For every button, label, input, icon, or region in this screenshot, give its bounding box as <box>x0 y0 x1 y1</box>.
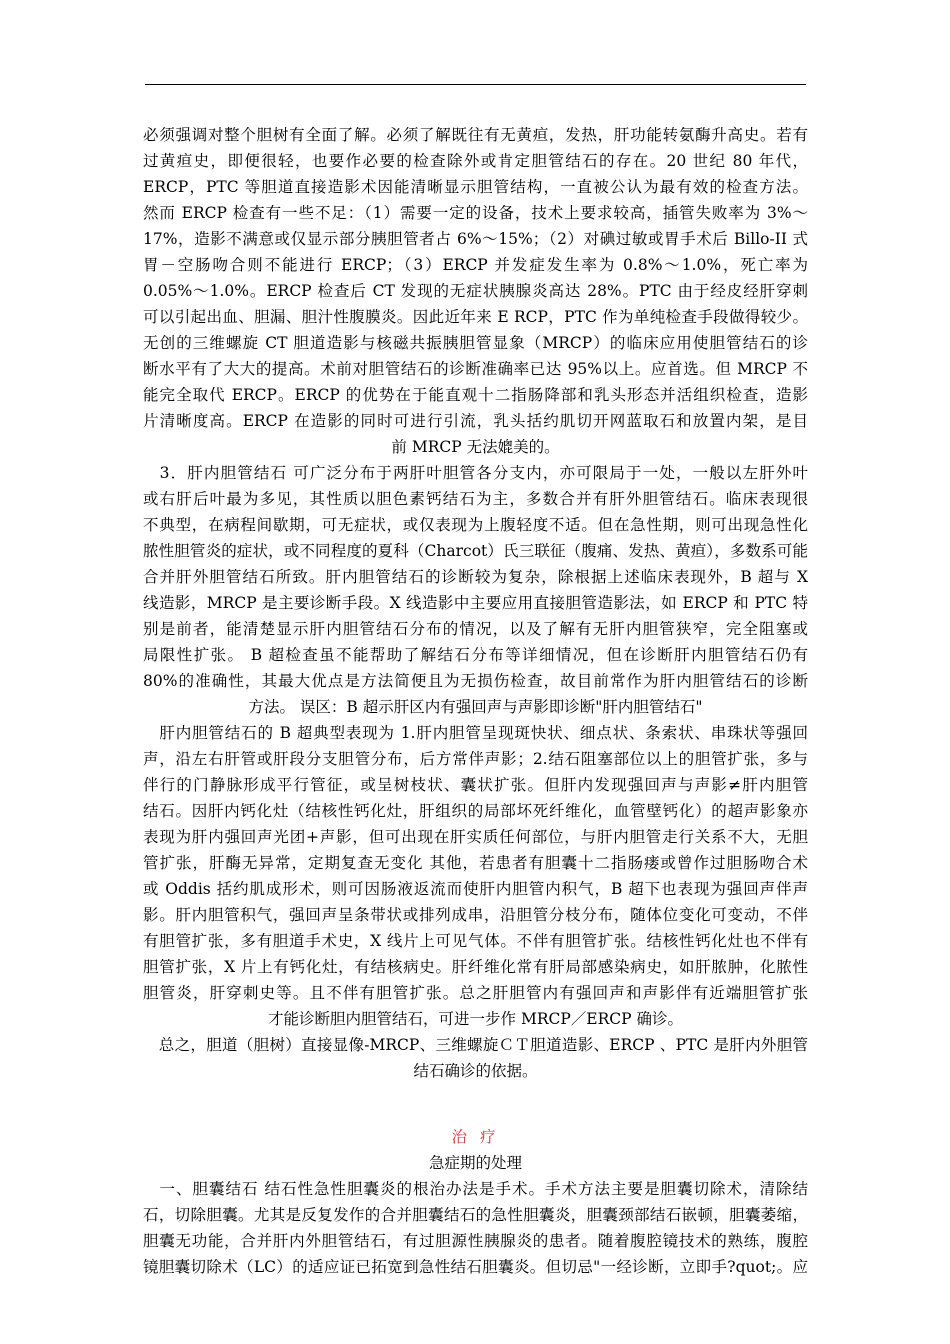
text-line: 80%的准确性，其最大优点是方法简便且为无损伤检查，故目前常作为肝内胆管结石的诊断 <box>143 672 808 690</box>
text-line: 表现为肝内强回声光团+声影，但可出现在肝实质任何部位，与肝内胆管走行关系不大，无胆 <box>143 828 808 846</box>
text-line: 结石。因肝内钙化灶（结核性钙化灶，肝组织的局部坏死纤维化，血管壁钙化）的超声影象亦 <box>143 802 808 820</box>
paragraph-block-diagnosis <box>143 122 808 1084</box>
text-line: 方法。 误区：B 超示肝区内有强回声与声影即诊断"肝内胆管结石" <box>248 698 703 716</box>
text-line: 或右肝后叶最为多见，其性质以胆色素钙结石为主，多数合并有肝外胆管结石。临床表现很 <box>143 490 808 508</box>
text-line: 无创的三维螺旋 CT 胆道造影与核磁共振胰胆管显象（MRCP）的临床应用使胆管结石的诊 <box>143 334 808 352</box>
document-body <box>143 122 808 1280</box>
paragraph-block-treatment <box>143 1176 808 1280</box>
section-gap <box>143 1084 808 1124</box>
text-line: 必须强调对整个胆树有全面了解。必须了解既往有无黄疸，发热，肝功能转氨酶升高史。若有 <box>143 126 808 144</box>
text-line: 伴行的门静脉形成平行管征，或呈树枝状、囊状扩张。但肝内发现强回声与声影≠肝内胆管 <box>143 776 808 794</box>
text-line: 镜胆囊切除术（LC）的适应证已拓宽到急性结石胆囊炎。但切忌"一经诊断，立即手?quot;。应 <box>143 1258 808 1276</box>
text-line: 有胆管扩张，多有胆道手术史，X 线片上可见气体。不伴有胆管扩张。结核性钙化灶也不伴有 <box>143 932 808 950</box>
text-line: 断水平有了大大的提高。术前对胆管结石的诊断准确率已达 95%以上。应首选。但 MRCP 不 <box>143 360 808 378</box>
text-line: 过黄疸史，即便很轻，也要作必要的检查除外或肯定胆管结石的存在。20 世纪 80 年代， <box>143 152 808 170</box>
text-line: 0.05%～1.0%。ERCP 检查后 CT 发现的无症状胰腺炎高达 28%。PTC 由于经皮经肝穿刺 <box>143 282 808 300</box>
text-line: 片清晰度高。ERCP 在造影的同时可进行引流，乳头括约肌切开网蓝取石和放置内架，是目 <box>143 412 808 430</box>
text-line: 不典型，在病程间歇期，可无症状，或仅表现为上腹轻度不适。但在急性期，则可出现急性化 <box>143 516 808 534</box>
text-line: 合并肝外胆管结石所致。肝内胆管结石的诊断较为复杂，除根据上述临床表现外，B 超与 X <box>143 568 808 586</box>
text-line: 胆囊无功能，合并肝内外胆管结石，有过胆源性胰腺炎的患者。随着腹腔镜技术的熟练，腹腔 <box>143 1232 808 1250</box>
text-line: 局限性扩张。 B 超检查虽不能帮助了解结石分布等详细情况，但在诊断肝内胆管结石仍有 <box>143 646 808 664</box>
text-line: 声，沿左右肝管或肝段分支胆管分布，后方常伴声影；2.结石阻塞部位以上的胆管扩张，多与 <box>143 750 808 768</box>
text-line: 线造影，MRCP 是主要诊断手段。X 线造影中主要应用直接胆管造影法，如 ERCP 和 PTC 特 <box>143 594 808 612</box>
text-line: 可以引起出血、胆漏、胆汁性腹膜炎。因此近年来 E RCP，PTC 作为单纯检查手段做得较少。 <box>143 308 808 326</box>
text-line: 胆管扩张，X 片上有钙化灶，有结核病史。肝纤维化常有肝局部感染病史，如肝脓肿，化脓性 <box>143 958 808 976</box>
text-line: 胆管炎，肝穿刺史等。且不伴有胆管扩张。总之肝胆管内有强回声和声影伴有近端胆管扩张 <box>143 984 808 1002</box>
text-line: 17%，造影不满意或仅显示部分胰胆管者占 6%～15%；（2）对碘过敏或胃手术后 Billo-II 式 <box>143 230 808 248</box>
text-line: 石，切除胆囊。尤其是反复发作的合并胆囊结石的急性胆囊炎，胆囊颈部结石嵌顿，胆囊萎缩， <box>143 1206 808 1224</box>
text-line: 脓性胆管炎的症状，或不同程度的夏科（Charcot）氏三联征（腹痛、发热、黄疸），多数系可能 <box>143 542 808 560</box>
text-line: 胃－空肠吻合则不能进行 ERCP；（3）ERCP 并发症发生率为 0.8%～1.0%，死亡率为 <box>143 256 808 274</box>
text-line: 别是前者，能清楚显示肝内胆管结石分布的情况，以及了解有无肝内胆管狭窄，完全阻塞或 <box>143 620 808 638</box>
text-line: 才能诊断胆内胆管结石，可进一步作 MRCP／ERCP 确诊。 <box>268 1010 683 1028</box>
text-line: 前 MRCP 无法媲美的。 <box>391 438 560 456</box>
text-line: 结石确诊的依据。 <box>413 1062 538 1080</box>
header-rule <box>145 84 806 85</box>
text-line: 3．肝内胆管结石 可广泛分布于两肝叶胆管各分支内，亦可限局于一处，一般以左肝外叶 <box>143 464 808 482</box>
text-line: 肝内胆管结石的 B 超典型表现为 1.肝内胆管呈现斑快状、细点状、条索状、串珠状等强回 <box>143 724 808 742</box>
section-title: 治 疗 <box>451 1128 500 1146</box>
text-line: 或 Oddis 括约肌成形术，则可因肠液返流而使肝内胆管内积气，B 超下也表现为强回声伴声 <box>143 880 808 898</box>
text-line: ERCP，PTC 等胆道直接造影术因能清晰显示胆管结构，一直被公认为最有效的检查方法。 <box>143 178 808 196</box>
text-line: 能完全取代 ERCP。ERCP 的优势在于能直观十二指肠降部和乳头形态并活组织检查，造影 <box>143 386 808 404</box>
text-line: 一、胆囊结石 结石性急性胆囊炎的根治办法是手术。手术方法主要是胆囊切除术，清除结 <box>143 1180 808 1198</box>
text-line: 管扩张，肝酶无异常，定期复查无变化 其他，若患者有胆囊十二指肠瘘或曾作过胆肠吻合术 <box>143 854 808 872</box>
text-line: 影。肝内胆管积气，强回声呈条带状或排列成串，沿胆管分枝分布，随体位变化可变动，不伴 <box>143 906 808 924</box>
section-subtitle: 急症期的处理 <box>428 1154 522 1172</box>
text-line: 总之，胆道（胆树）直接显像-MRCP、三维螺旋ＣＴ胆道造影、ERCP 、PTC 是肝内外胆管 <box>143 1036 808 1054</box>
text-line: 然而 ERCP 检查有一些不足：（1）需要一定的设备，技术上要求较高，插管失败率为 3%～ <box>143 204 808 222</box>
